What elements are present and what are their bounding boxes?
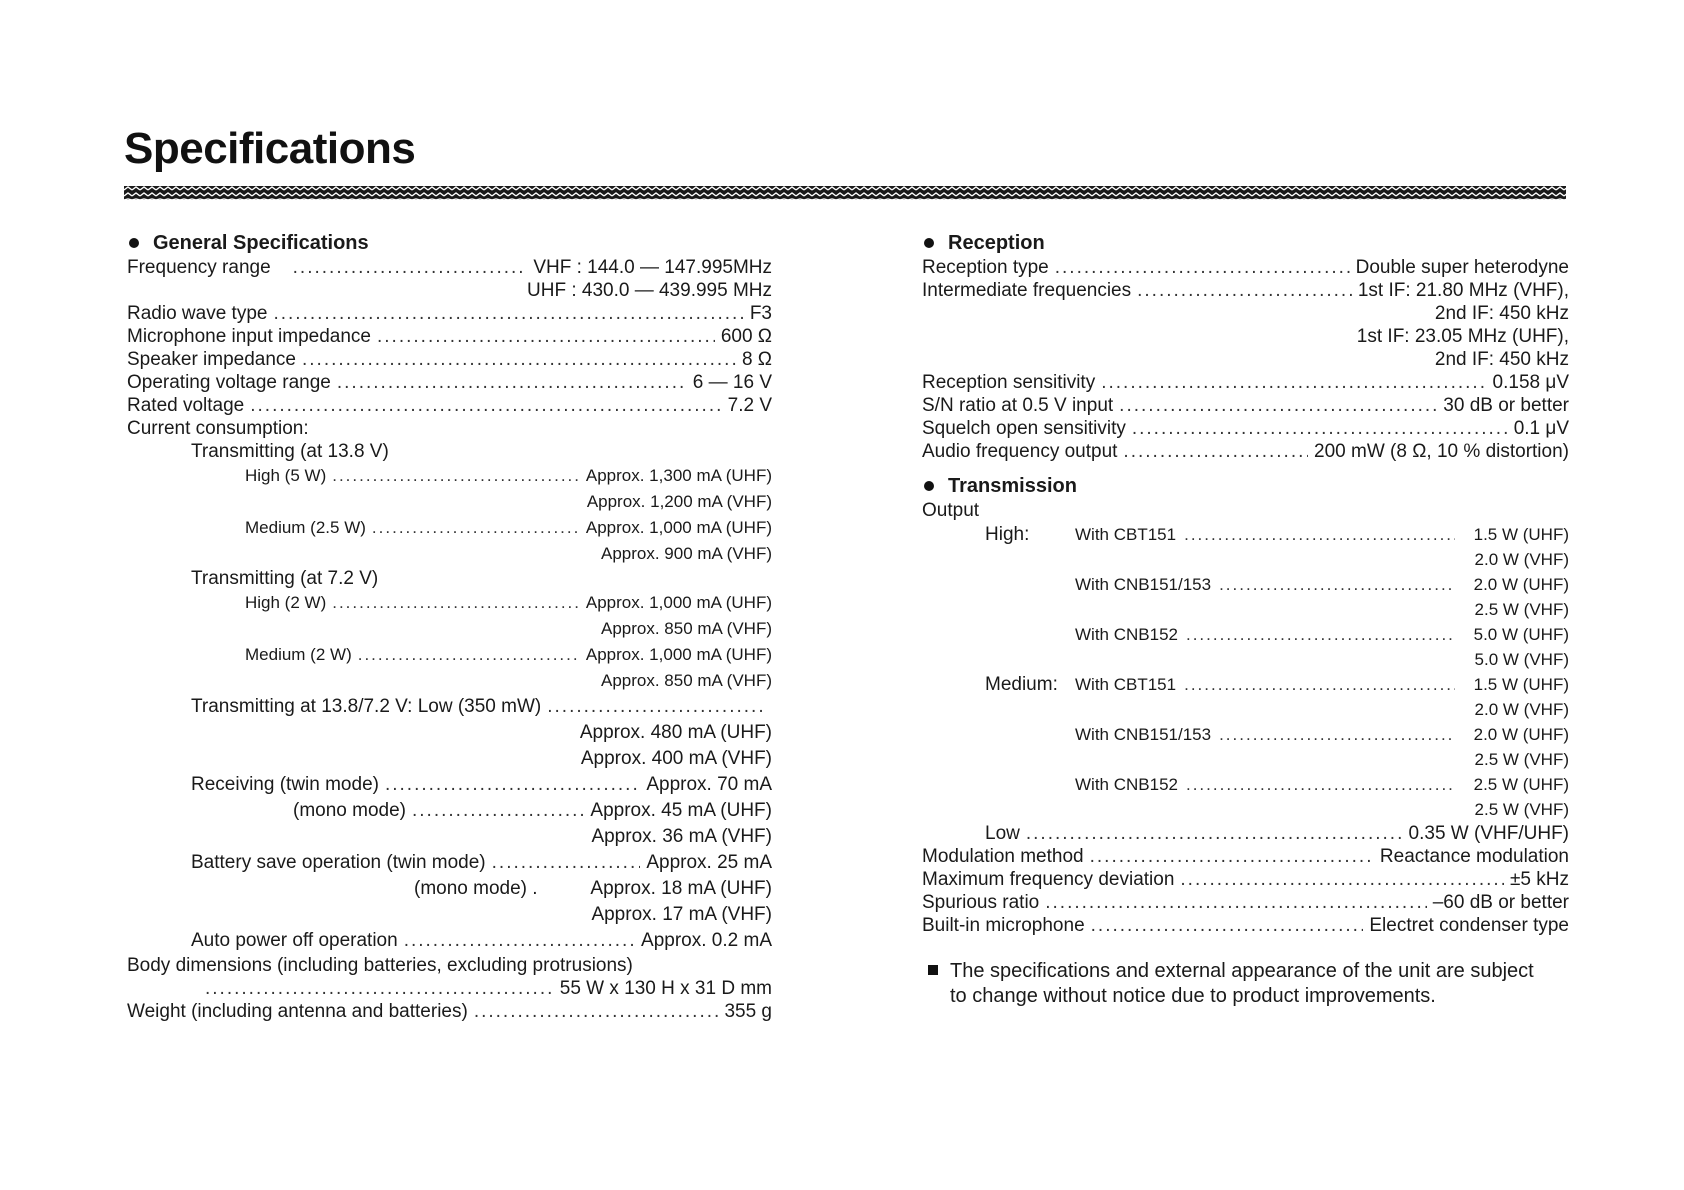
note-text: The specifications and external appearance of the unit are subject to change without notice due to product improvements.	[950, 960, 1534, 1007]
spec-row-high-cnb152-vhf: 5.0 W (VHF)	[1474, 650, 1569, 669]
spec-row-modulation: Modulation method ..... Reactance modulation	[922, 845, 1569, 868]
bullet-icon	[924, 238, 934, 248]
spec-if-2: 2nd IF: 450 kHz	[1434, 303, 1569, 324]
spec-row-high-cnb153-vhf: 2.5 W (VHF)	[1474, 600, 1569, 619]
spec-tx72-medium-vhf: Approx. 850 mA (VHF)	[600, 671, 772, 690]
spec-row-high-cnb152: With CNB152 ..... 5.0 W (UHF)	[922, 622, 1569, 647]
spec-tx72-high-vhf: Approx. 850 mA (VHF)	[600, 619, 772, 638]
spec-row-medium-cbt151-vhf: 2.0 W (VHF)	[1474, 700, 1569, 719]
spec-output-label: Output	[922, 500, 980, 521]
spec-row-medium-cnb153-vhf: 2.5 W (VHF)	[1474, 750, 1569, 769]
spec-row-low: Low ..... 0.35 W (VHF/UHF)	[922, 822, 1569, 845]
spec-row-weight: Weight (including antenna and batteries) ..... 355 g	[127, 1000, 772, 1023]
spec-row-medium-cnb152: With CNB152 ..... 2.5 W (UHF)	[922, 772, 1569, 797]
spec-body-dimensions-label: Body dimensions (including batteries, excluding protrusions)	[127, 955, 633, 976]
spec-row-reception-type: Reception type ..... Double super heterodyne	[922, 256, 1569, 279]
spec-row-body-dimensions: ..... 55 W x 130 H x 31 D mm	[127, 977, 772, 1000]
spec-row-microphone: Built-in microphone ..... Electret condenser type	[922, 914, 1569, 937]
spec-row-high-cbt151-vhf: 2.0 W (VHF)	[1474, 550, 1569, 569]
spec-row-tx72-medium: Medium (2 W) ..... Approx. 1,000 mA (UHF)	[127, 642, 772, 668]
spec-row-frequency: Frequency range ..... VHF : 144.0 — 147.995MHz	[127, 256, 772, 279]
spec-row-tx138-high: High (5 W) ..... Approx. 1,300 mA (UHF)	[127, 463, 772, 489]
spec-row-high-cbt151: High: With CBT151 ..... 1.5 W (UHF)	[922, 522, 1569, 547]
spec-row-audio-output: Audio frequency output ..... 200 mW (8 Ω, 10 % distortion)	[922, 440, 1569, 463]
spec-row-sensitivity: Reception sensitivity ..... 0.158 μV	[922, 371, 1569, 394]
spec-tx-low-vhf: Approx. 400 mA (VHF)	[580, 748, 772, 769]
spec-row-operating-voltage: Operating voltage range ..... 6 — 16 V	[127, 371, 772, 394]
spec-row-intermediate-freq: Intermediate frequencies ..... 1st IF: 21.80 MHz (VHF),	[922, 279, 1569, 302]
spec-tx138-label: Transmitting (at 13.8 V)	[191, 441, 389, 462]
spec-frequency-uhf: UHF : 430.0 — 439.995 MHz	[527, 280, 772, 301]
spec-row-rx-twin: Receiving (twin mode) ..... Approx. 70 mA	[127, 772, 772, 798]
spec-row-rated-voltage: Rated voltage ..... 7.2 V	[127, 394, 772, 417]
spec-row-tx138-medium: Medium (2.5 W) ..... Approx. 1,000 mA (UHF)	[127, 515, 772, 541]
spec-rx-mono-vhf: Approx. 36 mA (VHF)	[591, 826, 772, 847]
spec-row-sn-ratio: S/N ratio at 0.5 V input ..... 30 dB or better	[922, 394, 1569, 417]
spec-row-squelch: Squelch open sensitivity ..... 0.1 μV	[922, 417, 1569, 440]
spec-tx-low-uhf: Approx. 480 mA (UHF)	[579, 722, 772, 743]
spec-row-bs-mono: (mono mode) . Approx. 18 mA (UHF)	[414, 878, 772, 899]
reception-heading: Reception	[922, 230, 1569, 256]
spec-bs-mono-vhf: Approx. 17 mA (VHF)	[591, 904, 772, 925]
spec-row-medium-cnb153: With CNB151/153 ..... 2.0 W (UHF)	[922, 722, 1569, 747]
spec-row-medium-cbt151: Medium: With CBT151 ..... 1.5 W (UHF)	[922, 672, 1569, 697]
spec-if-4: 2nd IF: 450 kHz	[1434, 349, 1569, 370]
bullet-icon	[924, 481, 934, 491]
general-heading: General Specifications	[127, 230, 772, 256]
spec-row-rx-mono: (mono mode) ..... Approx. 45 mA (UHF)	[127, 798, 772, 824]
square-bullet-icon	[928, 965, 938, 975]
spec-row-radio-wave: Radio wave type ..... F3	[127, 302, 772, 325]
spec-if-3: 1st IF: 23.05 MHz (UHF),	[1356, 326, 1569, 347]
spec-row-medium-cnb152-vhf: 2.5 W (VHF)	[1474, 800, 1569, 819]
decorative-rule	[124, 186, 1566, 200]
spec-current-consumption-label: Current consumption:	[127, 418, 309, 439]
reception-transmission-section	[922, 230, 1569, 1009]
spec-row-bs-twin: Battery save operation (twin mode) ..... Approx. 25 mA	[127, 850, 772, 876]
spec-row-mic-impedance: Microphone input impedance ..... 600 Ω	[127, 325, 772, 348]
spec-row-tx72-high: High (2 W) ..... Approx. 1,000 mA (UHF)	[127, 590, 772, 616]
bullet-icon	[129, 238, 139, 248]
spec-row-high-cnb153: With CNB151/153 ..... 2.0 W (UHF)	[922, 572, 1569, 597]
page-title: Specifications	[124, 124, 416, 173]
specifications-note	[922, 959, 1569, 1009]
spec-tx72-label: Transmitting (at 7.2 V)	[191, 568, 379, 589]
spec-row-tx-low: Transmitting at 13.8/7.2 V: Low (350 mW) .....	[127, 694, 772, 720]
spec-row-deviation: Maximum frequency deviation ..... ±5 kHz	[922, 868, 1569, 891]
spec-tx138-high-vhf: Approx. 1,200 mA (VHF)	[586, 492, 772, 511]
transmission-heading: Transmission	[922, 473, 1569, 499]
spec-tx138-medium-vhf: Approx. 900 mA (VHF)	[600, 544, 772, 563]
spec-row-auto-power-off: Auto power off operation ..... Approx. 0.2 mA	[127, 928, 772, 954]
spec-row-spurious: Spurious ratio ..... –60 dB or better	[922, 891, 1569, 914]
spec-row-speaker-impedance: Speaker impedance ..... 8 Ω	[127, 348, 772, 371]
general-specifications-section	[127, 230, 772, 1023]
